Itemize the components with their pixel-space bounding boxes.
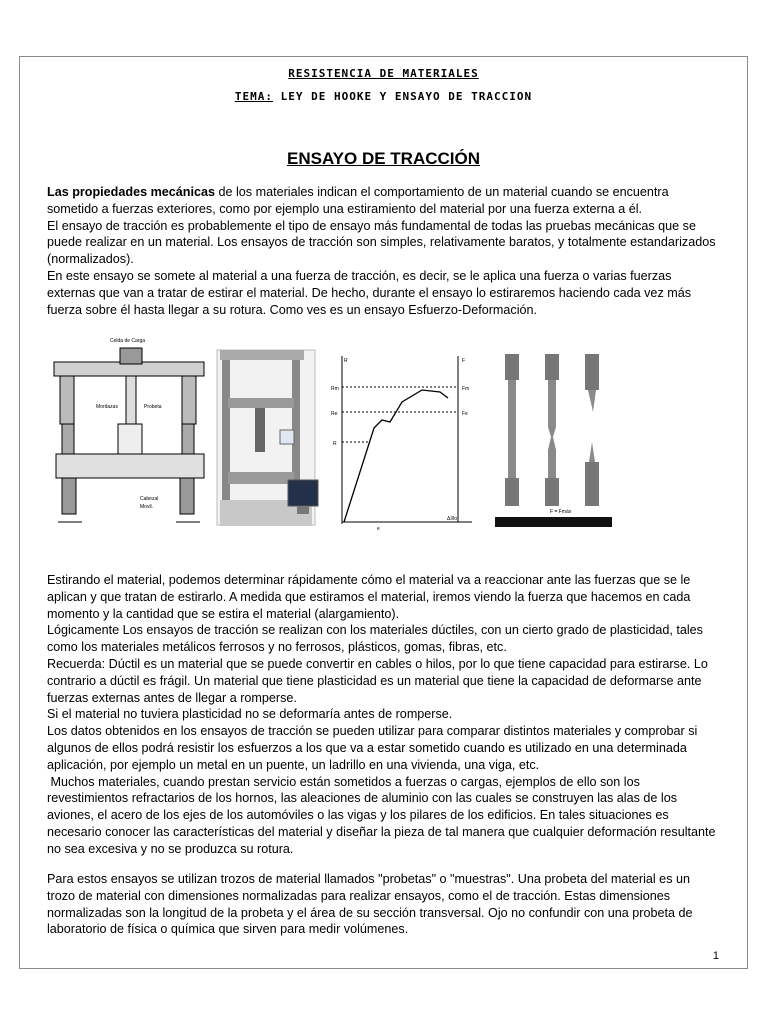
body-line: Lógicamente Los ensayos de tracción se realizan con los materiales dúctiles, con un cierto grado de plasticidad, tales bbox=[47, 623, 703, 638]
intro-line: externas que van a tratar de estirar el material. De hecho, durante el ensayo lo estiraremos haciendo cada vez más bbox=[47, 285, 692, 300]
body-line: normalizadas son la longitud de la probeta y el área de su sección transversal. Ojo no confundir con una probeta de bbox=[47, 905, 693, 920]
intro-paragraph bbox=[47, 184, 727, 318]
label-celda: Celda de Carga bbox=[110, 338, 146, 344]
page-title: ENSAYO DE TRACCIÓN bbox=[286, 149, 480, 168]
body-line: necesario conocer las características del material y diseñar la pieza de tal manera que cualquier deformación resultante bbox=[47, 824, 716, 839]
body-line: fuerzas externas antes de llegar a romperse. bbox=[47, 690, 297, 705]
tema-header bbox=[20, 90, 747, 103]
specimen-caption: F = Fmáx bbox=[550, 509, 572, 515]
body-line: Para estos ensayos se utilizan trozos de material llamados "probetas" o "muestras". Una probeta del material es un bbox=[47, 872, 690, 886]
body-paragraph bbox=[47, 572, 727, 858]
intro-line: sometido a fuerzas exteriores, como por ejemplo una estiramiento del material por una fuerza externa a él. bbox=[47, 201, 643, 216]
body-line: laboratorio de física o química que sirven para medir volúmenes. bbox=[47, 922, 409, 937]
body-line: Los datos obtenidos en los ensayos de tracción se pueden utilizar para comparar distintos materiales y comprobar si bbox=[47, 724, 698, 739]
page-number: 1 bbox=[712, 950, 719, 962]
body-line: aplican y que tratan de estirarlo. A medida que estiramos el material, iremos viendo la fuerza que hacemos en cada bbox=[47, 589, 691, 604]
graph-r: R bbox=[333, 441, 337, 447]
body-line: momento y la cantidad que se estira el material (alargamiento). bbox=[47, 606, 400, 621]
body-line: aviones, el acero de los ejes de los automóviles o las vigas y los pilares de los edificios. En tales situaciones es bbox=[47, 808, 669, 823]
specimens-illustration bbox=[495, 354, 612, 527]
label-cabezal: Cabezal bbox=[140, 496, 159, 502]
machine-schematic bbox=[54, 338, 204, 522]
body-line: Muchos materiales, cuando prestan servicio están sometidos a fuerzas o cargas, ejemplos de ello son los bbox=[47, 774, 640, 789]
graph-rm: Rm bbox=[331, 386, 339, 392]
label-mordazas: Mordazas bbox=[96, 404, 118, 410]
intro-line: En este ensayo se somete al material a una fuerza de tracción, es decir, se le aplica una fuerza o varias fuerzas bbox=[47, 268, 672, 283]
probeta-paragraph bbox=[47, 871, 727, 938]
body-line: Recuerda: Dúctil es un material que se puede convertir en cables o hilos, por lo que tiene capacidad para estirarse. Lo bbox=[47, 656, 708, 671]
body-line: trozo de material con dimensiones normalizadas para realizar ensayos, como el de tracción. Estas dimensiones bbox=[47, 888, 670, 903]
graph-f-axis: F bbox=[462, 358, 466, 364]
body-line: revestimientos refractarios de los hornos, las aleaciones de aluminio con las cuales se construyen las alas de los bbox=[47, 791, 678, 806]
graph-alfa: ΔI/lo bbox=[447, 516, 458, 522]
graph-re: Re bbox=[331, 411, 338, 417]
intro-line: puede realizar en un material. Los ensayos de tracción son simples, relativamente baratos, y totalmente estandarizados bbox=[47, 235, 716, 250]
bold-lead: Las propiedades mecánicas bbox=[47, 185, 215, 199]
body-line: algunos de ellos podrá resistir los esfuerzos a los que va a estar sometido cuando es utilizado en una determinada bbox=[47, 740, 687, 755]
machine-photo bbox=[217, 350, 318, 526]
graph-fm: Fm bbox=[462, 386, 470, 392]
tema-text: LEY DE HOOKE Y ENSAYO DE TRACCION bbox=[272, 90, 533, 103]
intro-line: (normalizados). bbox=[47, 252, 134, 267]
body-line: no sea excesiva y no se produzca su rotura. bbox=[47, 841, 294, 856]
subject-header: RESISTENCIA DE MATERIALES bbox=[288, 67, 479, 80]
body-line: aplicación, por ejemplo un metal en un puente, un ladrillo en una vivienda, una viga, etc. bbox=[47, 757, 540, 772]
graph-r-axis: R bbox=[344, 358, 348, 364]
body-line: Si el material no tuviera plasticidad no se deformaría antes de romperse. bbox=[47, 707, 453, 722]
tensile-test-figures bbox=[52, 332, 612, 542]
body-line: contrario a dúctil es frágil. Un material que tiene plasticidad es un material que tiene la capacidad de deformarse ante bbox=[47, 673, 702, 688]
label-movil: Movil. bbox=[140, 504, 154, 510]
label-probeta: Probeta bbox=[144, 404, 162, 410]
intro-line: El ensayo de tracción es probablemente el tipo de ensayo más fundamental de todas las pruebas mecánicas que se bbox=[47, 218, 696, 233]
stress-strain-graph bbox=[331, 356, 472, 532]
tema-label: TEMA: bbox=[234, 90, 273, 103]
document-page bbox=[19, 56, 748, 969]
body-line: Estirando el material, podemos determinar rápidamente cómo el material va a reaccionar ante las fuerzas que se le bbox=[47, 573, 691, 587]
intro-line: Las propiedades mecánicas de los materiales indican el comportamiento de un material cuando se encuentra bbox=[47, 185, 669, 199]
intro-line: fuerza sobre él hasta llegar a su rotura. Como ves es un ensayo Esfuerzo-Deformación. bbox=[47, 302, 538, 317]
body-line: como los materiales metálicos ferrosos y no ferrosos, plásticos, gomas, fibras, etc. bbox=[47, 640, 507, 655]
graph-fe: Fe bbox=[462, 411, 468, 417]
graph-e-axis: e bbox=[377, 526, 380, 532]
